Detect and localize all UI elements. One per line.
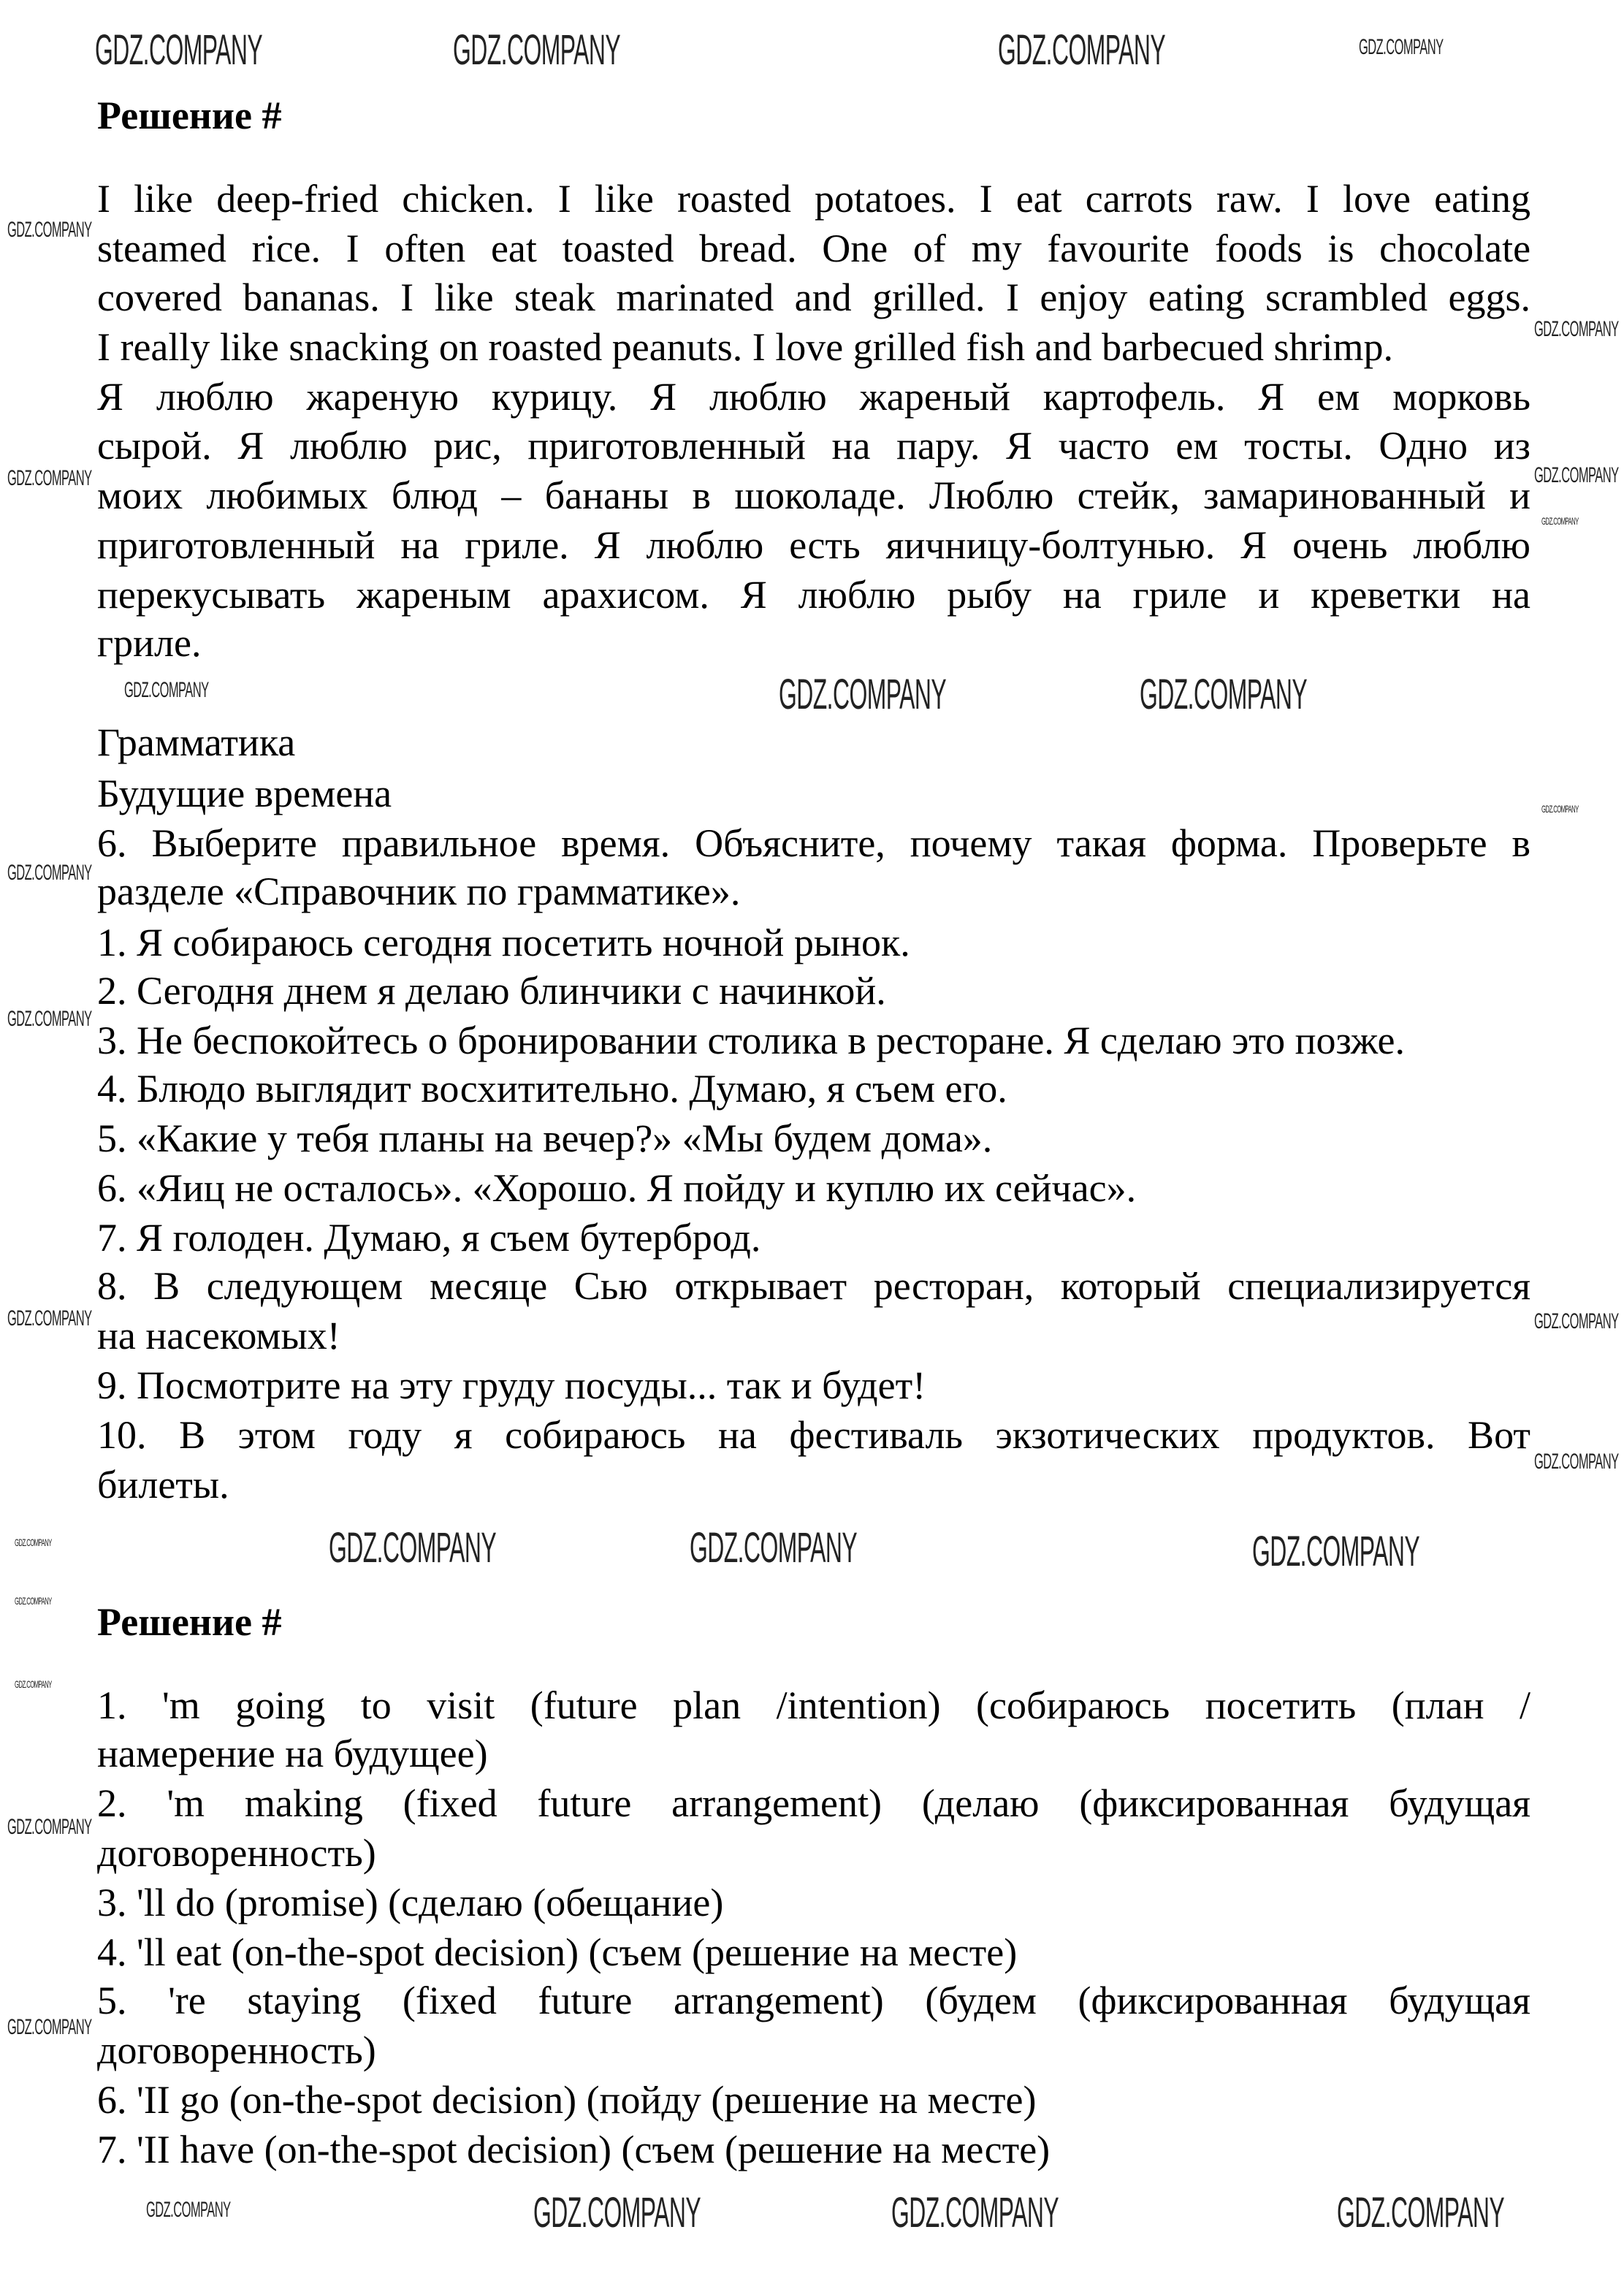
answer-item-row bbox=[97, 2076, 1530, 2124]
watermark-text: GDZ.COMPANY bbox=[1541, 515, 1579, 527]
exercise-item-row bbox=[97, 1461, 1530, 1509]
watermark-text: GDZ.COMPANY bbox=[690, 1524, 858, 1572]
answer-item: договоренность) bbox=[97, 1831, 376, 1875]
watermark-text: GDZ.COMPANY bbox=[7, 861, 92, 885]
answer-item-row bbox=[97, 2026, 1530, 2074]
answer-item-row bbox=[97, 1878, 1530, 1927]
section-title-row bbox=[97, 718, 1530, 766]
watermark-text: GDZ.COMPANY bbox=[15, 1678, 52, 1690]
exercise-item-row bbox=[97, 1164, 1530, 1212]
exercise-item-row bbox=[97, 1016, 1530, 1065]
text-line-row bbox=[97, 619, 1530, 667]
text-line-row bbox=[97, 323, 1530, 371]
text-line: гриле. bbox=[97, 621, 202, 665]
text-line: моих любимых блюд – бананы в шоколаде. Люблю стейк, замаринованный и bbox=[97, 473, 1530, 517]
answer-item: 6. 'II go (on-the-spot decision) (пойду (решение на месте) bbox=[97, 2078, 1037, 2122]
task-line-row bbox=[97, 819, 1530, 867]
answer-item: 3. 'll do (promise) (сделаю (обещание) bbox=[97, 1881, 724, 1924]
exercise-item: билеты. bbox=[97, 1463, 229, 1507]
solution-heading-row bbox=[97, 91, 1530, 140]
watermark-text: GDZ.COMPANY bbox=[7, 1007, 92, 1031]
exercise-item-row bbox=[97, 967, 1530, 1015]
watermark-text: GDZ.COMPANY bbox=[1252, 1528, 1420, 1575]
watermark-text: GDZ.COMPANY bbox=[1534, 1450, 1619, 1474]
exercise-item-row bbox=[97, 1065, 1530, 1113]
answer-item-row bbox=[97, 1976, 1530, 2025]
exercise-item-row bbox=[97, 1262, 1530, 1310]
answer-item: 4. 'll eat (on-the-spot decision) (съем (решение на месте) bbox=[97, 1930, 1018, 1974]
text-line-row bbox=[97, 422, 1530, 470]
task-line: разделе «Справочник по грамматике». bbox=[97, 869, 741, 913]
watermark-text: GDZ.COMPANY bbox=[15, 1595, 52, 1607]
text-line-row bbox=[97, 224, 1530, 273]
watermark-text: GDZ.COMPANY bbox=[453, 26, 621, 74]
exercise-item: 1. Я собираюсь сегодня посетить ночной рынок. bbox=[97, 921, 910, 964]
answer-item: 1. 'm going to visit (future plan /intention) (собираюсь посетить (план / bbox=[97, 1683, 1530, 1727]
watermark-text: GDZ.COMPANY bbox=[1140, 671, 1308, 718]
exercise-item: 10. В этом году я собираюсь на фестиваль экзотических продуктов. Вот bbox=[97, 1413, 1530, 1457]
watermark-text: GDZ.COMPANY bbox=[7, 2015, 92, 2039]
watermark-text: GDZ.COMPANY bbox=[1359, 35, 1444, 59]
answer-item: 2. 'm making (fixed future arrangement) (делаю (фиксированная будущая bbox=[97, 1781, 1531, 1825]
answer-item-row bbox=[97, 1681, 1530, 1729]
watermark-text: GDZ.COMPANY bbox=[329, 1524, 497, 1572]
text-line: сырой. Я люблю рис, приготовленный на пару. Я часто ем тосты. Одно из bbox=[97, 424, 1530, 468]
watermark-text: GDZ.COMPANY bbox=[1541, 803, 1579, 815]
exercise-item: 4. Блюдо выглядит восхитительно. Думаю, я съем его. bbox=[97, 1067, 1007, 1111]
exercise-item-row bbox=[97, 918, 1530, 967]
watermark-text: GDZ.COMPANY bbox=[7, 1815, 92, 1839]
watermark-text: GDZ.COMPANY bbox=[1534, 1309, 1619, 1333]
answer-item: намерение на будущее) bbox=[97, 1732, 488, 1775]
answer-item: 5. 're staying (fixed future arrangement) (будем (фиксированная будущая bbox=[97, 1979, 1530, 2022]
exercise-item-row bbox=[97, 1311, 1530, 1360]
watermark-text: GDZ.COMPANY bbox=[7, 218, 92, 242]
exercise-item-row bbox=[97, 1411, 1530, 1459]
exercise-item: 3. Не беспокойтесь о бронировании столика в ресторане. Я сделаю это позже. bbox=[97, 1019, 1405, 1062]
text-line: I like deep-fried chicken. I like roasted potatoes. I eat carrots raw. I love eating bbox=[97, 177, 1531, 221]
text-line: steamed rice. I often eat toasted bread. One of my favourite foods is chocolate bbox=[97, 226, 1531, 270]
watermark-text: GDZ.COMPANY bbox=[1337, 2189, 1505, 2236]
watermark-text: GDZ.COMPANY bbox=[1534, 317, 1619, 341]
watermark-text: GDZ.COMPANY bbox=[533, 2189, 701, 2236]
solution-heading: Решение # bbox=[97, 94, 282, 137]
exercise-item: 9. Посмотрите на эту груду посуды... так и будет! bbox=[97, 1363, 926, 1407]
exercise-item: на насекомых! bbox=[97, 1314, 340, 1358]
watermark-text: GDZ.COMPANY bbox=[95, 26, 263, 74]
watermark-text: GDZ.COMPANY bbox=[1534, 463, 1619, 487]
watermark-text: GDZ.COMPANY bbox=[891, 2189, 1059, 2236]
watermark-text: GDZ.COMPANY bbox=[7, 466, 92, 490]
task-line: 6. Выберите правильное время. Объясните, почему такая форма. Проверьте в bbox=[97, 821, 1530, 865]
text-line-row bbox=[97, 273, 1530, 321]
section-subtitle: Будущие времена bbox=[97, 772, 392, 815]
watermark-text: GDZ.COMPANY bbox=[15, 1537, 52, 1548]
task-line-row bbox=[97, 867, 1530, 915]
answer-item-row bbox=[97, 1829, 1530, 1877]
answer-item-row bbox=[97, 1729, 1530, 1778]
text-line-row bbox=[97, 521, 1530, 569]
answer-item-row bbox=[97, 2125, 1530, 2174]
watermark-text: GDZ.COMPANY bbox=[146, 2198, 231, 2222]
exercise-item: 2. Сегодня днем я делаю блинчики с начинкой. bbox=[97, 969, 886, 1013]
answer-item-row bbox=[97, 1928, 1530, 1976]
solution-heading: Решение # bbox=[97, 1600, 282, 1644]
answer-item: 7. 'II have (on-the-spot decision) (съем (решение на месте) bbox=[97, 2128, 1051, 2171]
exercise-item: 7. Я голоден. Думаю, я съем бутерброд. bbox=[97, 1216, 761, 1260]
exercise-item: 5. «Какие у тебя планы на вечер?» «Мы будем дома». bbox=[97, 1116, 993, 1160]
solution-heading-row bbox=[97, 1598, 1530, 1646]
text-line-row bbox=[97, 471, 1530, 519]
section-subtitle-row bbox=[97, 769, 1530, 818]
text-line: Я люблю жареную курицу. Я люблю жареный картофель. Я ем морковь bbox=[97, 375, 1530, 419]
exercise-item-row bbox=[97, 1214, 1530, 1262]
text-line-row bbox=[97, 175, 1530, 223]
text-line: перекусывать жареным арахисом. Я люблю рыбу на гриле и креветки на bbox=[97, 573, 1530, 617]
text-line: приготовленный на гриле. Я люблю есть яичницу-болтунью. Я очень люблю bbox=[97, 523, 1530, 567]
text-line-row bbox=[97, 571, 1530, 619]
answer-item-row bbox=[97, 1779, 1530, 1827]
exercise-item-row bbox=[97, 1114, 1530, 1162]
watermark-text: GDZ.COMPANY bbox=[124, 678, 209, 702]
answer-item: договоренность) bbox=[97, 2028, 376, 2072]
text-line: covered bananas. I like steak marinated and grilled. I enjoy eating scrambled eggs. bbox=[97, 275, 1530, 319]
exercise-item: 8. В следующем месяце Сью открывает ресторан, который специализируется bbox=[97, 1264, 1531, 1308]
watermark-text: GDZ.COMPANY bbox=[779, 671, 947, 718]
watermark-text: GDZ.COMPANY bbox=[7, 1306, 92, 1330]
watermark-text: GDZ.COMPANY bbox=[998, 26, 1166, 74]
section-title: Грамматика bbox=[97, 720, 296, 764]
exercise-item: 6. «Яиц не осталось». «Хорошо. Я пойду и куплю их сейчас». bbox=[97, 1166, 1137, 1210]
text-line-row bbox=[97, 373, 1530, 421]
exercise-item-row bbox=[97, 1361, 1530, 1409]
text-line: I really like snacking on roasted peanuts. I love grilled fish and barbecued shrimp. bbox=[97, 325, 1393, 369]
